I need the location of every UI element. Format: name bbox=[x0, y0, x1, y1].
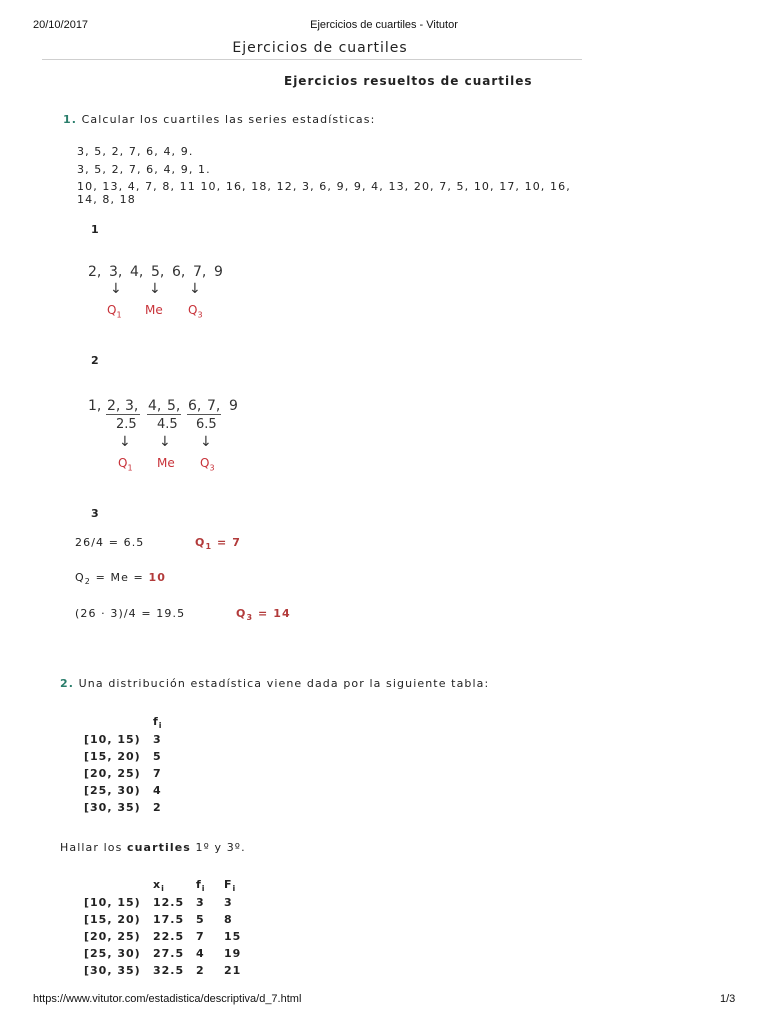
exercise-1-statement bbox=[63, 113, 375, 126]
result-q1: $Q_1 = 7$ bbox=[195, 536, 242, 552]
calc-q2: $Q_2 = Me = 10$ bbox=[75, 571, 166, 587]
fig1-q3-label: $Q_3$ bbox=[188, 303, 203, 320]
fig2-value: 1, bbox=[88, 398, 102, 414]
page-title: Ejercicios de cuartiles bbox=[232, 40, 408, 56]
fig1-value: 9 bbox=[214, 264, 223, 280]
fig2-value: 5, bbox=[167, 398, 181, 414]
fig2-q1-label: $Q_1$ bbox=[118, 456, 133, 473]
cumulative-table bbox=[84, 878, 241, 980]
fig1-median-label: Me bbox=[145, 303, 163, 317]
find-quartiles-text: Hallar los cuartiles 1º y 3º. bbox=[60, 841, 246, 854]
fig2-arrow: ↓ bbox=[159, 434, 171, 450]
fig1-value: 3, bbox=[109, 264, 123, 280]
fig2-value: 2, bbox=[107, 398, 121, 414]
table-row: [20, 25) 7 bbox=[84, 767, 162, 781]
fig2-q3-label: $Q_3$ bbox=[200, 456, 215, 473]
fig2-arrow: ↓ bbox=[119, 434, 131, 450]
fig1-arrow: ↓ bbox=[110, 281, 122, 297]
exercise-2-number: 2. bbox=[60, 677, 75, 690]
fig2-midpoint: 2.5 bbox=[116, 417, 137, 432]
series-2: 3, 5, 2, 7, 6, 4, 9, 1. bbox=[77, 163, 211, 176]
fig2-pair-underline bbox=[147, 414, 181, 415]
series-1: 3, 5, 2, 7, 6, 4, 9. bbox=[77, 145, 194, 158]
page-subtitle: Ejercicios resueltos de cuartiles bbox=[284, 74, 533, 88]
table-row: [15, 20) 5 bbox=[84, 750, 162, 764]
fig2-pair-underline bbox=[187, 414, 221, 415]
fig2-value: 6, bbox=[188, 398, 202, 414]
series-3-line-1: 10, 13, 4, 7, 8, 11 10, 16, 18, 12, 3, 6, 9, 9, 4, 13, 20, 7, 5, 10, 17, 10, 16, bbox=[77, 180, 571, 193]
print-date: 20/10/2017 bbox=[33, 19, 89, 31]
exercise-2-text: Una distribución estadística viene dada por la siguiente tabla: bbox=[78, 677, 490, 690]
fig1-value: 4, bbox=[130, 264, 144, 280]
fig1-value: 2, bbox=[88, 264, 102, 280]
part-3-label: 3 bbox=[91, 507, 100, 520]
fig1-value: 7, bbox=[193, 264, 207, 280]
table-row: [15, 20) 17.5 5 8 bbox=[84, 913, 233, 927]
header-Fi: $F_i$ bbox=[224, 878, 237, 894]
fig2-midpoint: 4.5 bbox=[157, 417, 178, 432]
fig1-value: 5, bbox=[151, 264, 165, 280]
print-tab-title: Ejercicios de cuartiles - Vitutor bbox=[310, 19, 458, 31]
calc-q3: (26 · 3)/4 = 19.5 bbox=[75, 607, 186, 620]
series-3-line-2: 14, 8, 18 bbox=[77, 193, 136, 206]
print-page-count: 1/3 bbox=[720, 993, 736, 1005]
result-q3: $Q_3 = 14$ bbox=[236, 607, 291, 623]
print-url: https://www.vitutor.com/estadistica/descriptiva/d_7.html bbox=[33, 993, 302, 1005]
fig2-value: 7, bbox=[207, 398, 221, 414]
table-row: [25, 30) 27.5 4 19 bbox=[84, 947, 242, 961]
frequency-table bbox=[84, 715, 163, 817]
table-row: [30, 35) 2 bbox=[84, 801, 162, 815]
table-row: [30, 35) 32.5 2 21 bbox=[84, 964, 242, 978]
fig2-value: 9 bbox=[229, 398, 238, 414]
table-row: [10, 15) 12.5 3 3 bbox=[84, 896, 233, 910]
fig1-arrow: ↓ bbox=[189, 281, 201, 297]
fig1-q1-label: $Q_1$ bbox=[107, 303, 122, 320]
exercise-2-statement bbox=[60, 677, 489, 690]
header-fi: $f_i$ bbox=[153, 715, 163, 731]
table-row: [25, 30) 4 bbox=[84, 784, 162, 798]
fig2-median-label: Me bbox=[157, 456, 175, 470]
fig1-arrow: ↓ bbox=[149, 281, 161, 297]
exercise-1-text: Calcular los cuartiles las series estadísticas: bbox=[81, 113, 376, 126]
fig2-value: 4, bbox=[148, 398, 162, 414]
exercise-1-number: 1. bbox=[63, 113, 78, 126]
part-2-label: 2 bbox=[91, 354, 100, 367]
fig1-value: 6, bbox=[172, 264, 186, 280]
table-row: [10, 15) 3 bbox=[84, 733, 162, 747]
table-row: [20, 25) 22.5 7 15 bbox=[84, 930, 242, 944]
fig2-arrow: ↓ bbox=[200, 434, 212, 450]
header-fi: $f_i$ bbox=[196, 878, 206, 894]
title-divider bbox=[42, 59, 582, 60]
fig2-value: 3, bbox=[125, 398, 139, 414]
calc-q1: 26/4 = 6.5 bbox=[75, 536, 145, 549]
fig2-midpoint: 6.5 bbox=[196, 417, 217, 432]
header-xi: $x_i$ bbox=[153, 878, 165, 894]
part-1-label: 1 bbox=[91, 223, 100, 236]
fig2-pair-underline bbox=[106, 414, 140, 415]
